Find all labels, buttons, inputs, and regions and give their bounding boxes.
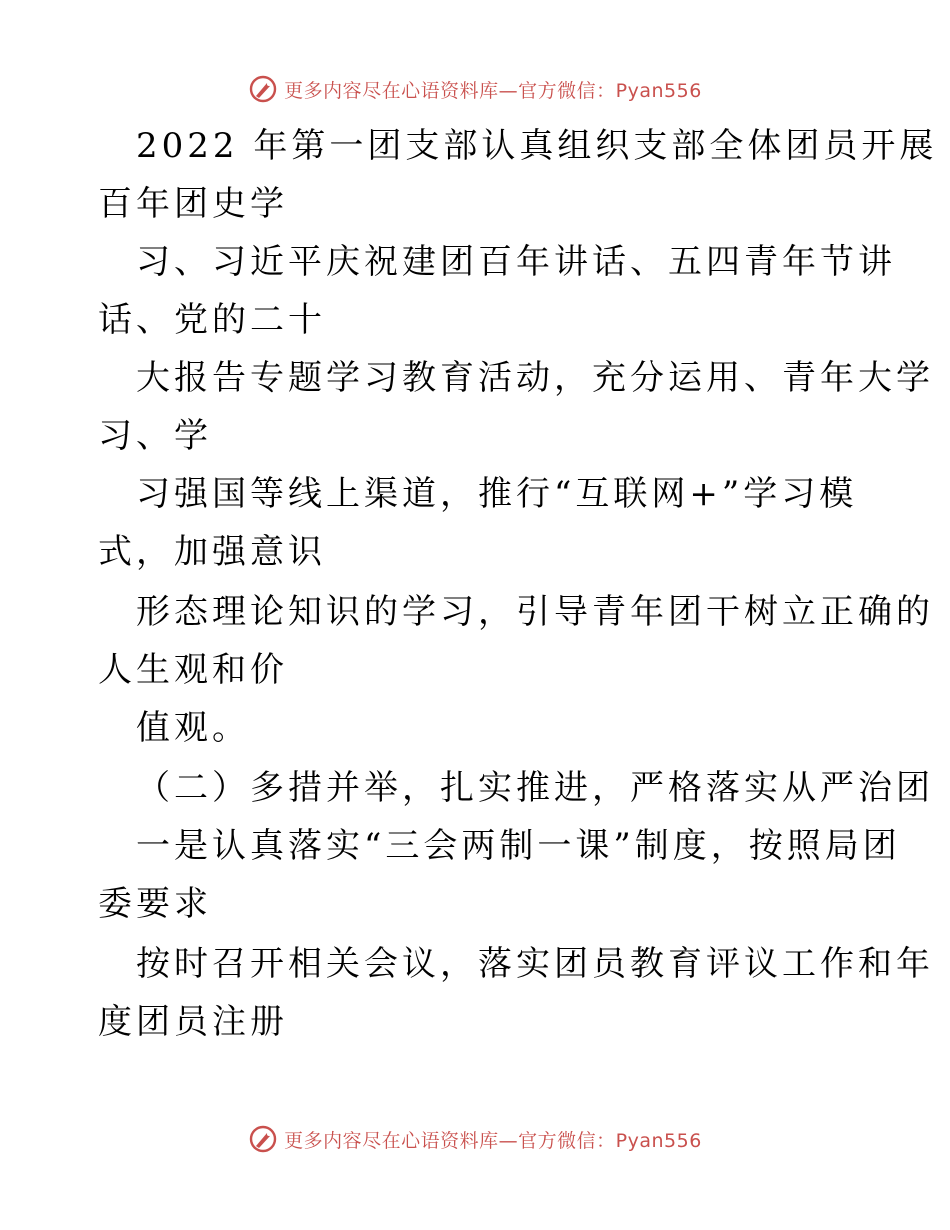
watermark-text: 更多内容尽在心语资料库—官方微信：Pyan556 <box>284 1129 702 1152</box>
paragraph-line: （二）多措并举，扎实推进，严格落实从严治团 <box>136 768 934 808</box>
paragraph-line: 形态理论知识的学习，引导青年团干树立正确的 <box>136 592 934 632</box>
paragraph-line: 百年团史学 <box>98 184 288 224</box>
paragraph-line: 按时召开相关会议，落实团员教育评议工作和年 <box>136 944 934 984</box>
paragraph-line: 2022 年第一团支部认真组织支部全体团员开展 <box>136 126 938 166</box>
footer-watermark <box>0 1124 950 1154</box>
paragraph-line: 委要求 <box>98 884 212 924</box>
header-watermark <box>0 74 950 104</box>
paragraph-line: 一是认真落实“三会两制一课”制度，按照局团 <box>136 826 901 866</box>
pen-logo-icon <box>248 74 278 104</box>
paragraph-line: 大报告专题学习教育活动，充分运用、青年大学 <box>136 358 934 398</box>
paragraph-line: 习、习近平庆祝建团百年讲话、五四青年节讲 <box>136 242 896 282</box>
paragraph-line: 习强国等线上渠道，推行“互联网+”学习模 <box>136 474 858 514</box>
paragraph-line: 值观。 <box>136 708 250 748</box>
paragraph-line: 人生观和价 <box>98 650 288 690</box>
pen-logo-icon <box>248 1124 278 1154</box>
paragraph-line: 习、学 <box>98 416 212 456</box>
watermark-text: 更多内容尽在心语资料库—官方微信：Pyan556 <box>284 79 702 102</box>
paragraph-line: 度团员注册 <box>98 1002 288 1042</box>
paragraph-line: 式，加强意识 <box>98 532 326 572</box>
paragraph-line: 话、党的二十 <box>98 300 326 340</box>
